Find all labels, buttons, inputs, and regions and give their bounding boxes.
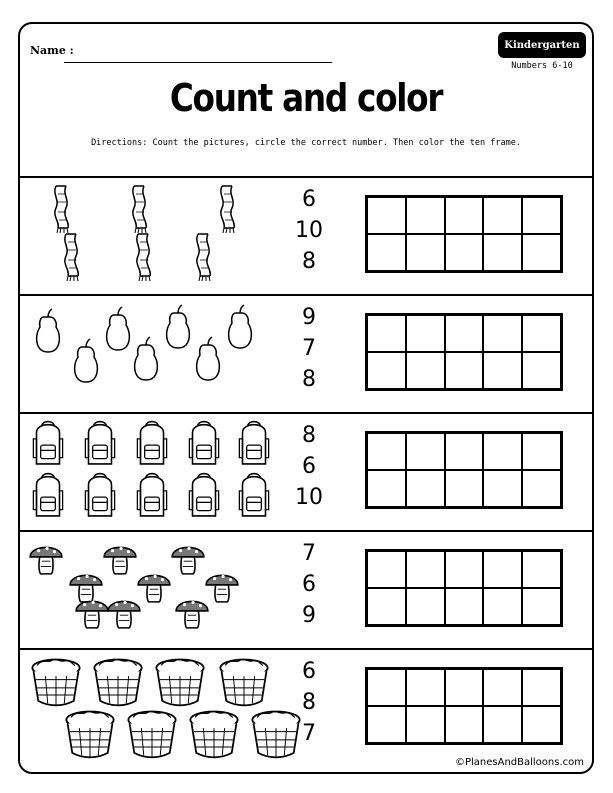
scarf-icon (126, 232, 160, 284)
pear-icon (32, 308, 64, 356)
number-choice[interactable]: 6 (302, 659, 316, 684)
ten-frame-cell[interactable] (406, 551, 445, 588)
topic-label: Numbers 6-10 (511, 61, 573, 71)
ten-frame-cell[interactable] (522, 470, 561, 507)
number-choice[interactable]: 6 (302, 187, 316, 212)
backpack-icon (184, 420, 224, 466)
ten-frame-cell[interactable] (522, 352, 561, 389)
picture-group (24, 416, 292, 528)
number-choice[interactable]: 8 (302, 423, 316, 448)
pear-icon (130, 336, 162, 384)
backpack-icon (132, 472, 172, 518)
ten-frame (365, 549, 563, 627)
mushroom-icon (106, 592, 142, 632)
scarf-icon (122, 184, 156, 236)
ten-frame-cell[interactable] (406, 588, 445, 625)
exercise-row (20, 414, 592, 531)
ten-frame-cell[interactable] (367, 315, 406, 352)
number-choice[interactable]: 7 (302, 721, 316, 746)
number-choices (290, 302, 328, 395)
grade-badge: Kindergarten (498, 32, 586, 58)
basket-icon (64, 708, 116, 760)
number-choice[interactable]: 9 (302, 305, 316, 330)
ten-frame-cell[interactable] (483, 551, 522, 588)
pear-icon (224, 304, 256, 352)
ten-frame-cell[interactable] (445, 551, 484, 588)
ten-frame-cell[interactable] (406, 669, 445, 706)
number-choices (290, 184, 328, 277)
ten-frame (365, 195, 563, 273)
ten-frame-cell[interactable] (522, 234, 561, 271)
basket-icon (126, 708, 178, 760)
backpack-icon (184, 472, 224, 518)
ten-frame-cell[interactable] (445, 706, 484, 743)
ten-frame-cell[interactable] (483, 706, 522, 743)
basket-icon (30, 656, 82, 708)
ten-frame-cell[interactable] (483, 234, 522, 271)
ten-frame (365, 431, 563, 509)
backpack-icon (28, 420, 68, 466)
pear-icon (192, 336, 224, 384)
pear-icon (70, 338, 102, 386)
number-choice[interactable]: 8 (302, 690, 316, 715)
exercise-row (20, 296, 592, 413)
ten-frame-cell[interactable] (367, 197, 406, 234)
picture-group (24, 298, 292, 410)
number-choice[interactable]: 9 (302, 603, 316, 628)
ten-frame-cell[interactable] (406, 706, 445, 743)
ten-frame-cell[interactable] (445, 197, 484, 234)
ten-frame-cell[interactable] (483, 470, 522, 507)
name-line[interactable] (64, 62, 332, 63)
picture-group (24, 180, 292, 292)
ten-frame-cell[interactable] (445, 669, 484, 706)
ten-frame-cell[interactable] (483, 433, 522, 470)
number-choice[interactable]: 7 (302, 541, 316, 566)
ten-frame-cell[interactable] (522, 315, 561, 352)
copyright-text: ©PlanesAndBalloons.com (454, 757, 584, 768)
basket-icon (188, 708, 240, 760)
backpack-icon (80, 472, 120, 518)
ten-frame-cell[interactable] (445, 352, 484, 389)
ten-frame-cell[interactable] (406, 433, 445, 470)
ten-frame-cell[interactable] (445, 588, 484, 625)
backpack-icon (80, 420, 120, 466)
number-choice[interactable]: 6 (302, 454, 316, 479)
number-choices (290, 538, 328, 631)
page-title: Count and color (169, 76, 443, 120)
number-choice[interactable]: 8 (302, 367, 316, 392)
ten-frame-cell[interactable] (483, 197, 522, 234)
directions-text: Directions: Count the pictures, circle the correct number. Then color the ten frame. (91, 138, 521, 148)
ten-frame-cell[interactable] (483, 352, 522, 389)
ten-frame-cell[interactable] (483, 588, 522, 625)
scarf-icon (210, 184, 244, 236)
ten-frame-cell[interactable] (406, 470, 445, 507)
backpack-icon (234, 420, 274, 466)
mushroom-icon (28, 538, 64, 578)
mushroom-icon (170, 538, 206, 578)
scarf-icon (54, 232, 88, 284)
ten-frame-cell[interactable] (367, 234, 406, 271)
ten-frame-cell[interactable] (406, 234, 445, 271)
basket-icon (154, 656, 206, 708)
ten-frame-cell[interactable] (406, 315, 445, 352)
mushroom-icon (74, 592, 110, 632)
scarf-icon (44, 184, 78, 236)
ten-frame-cell[interactable] (522, 588, 561, 625)
ten-frame-cell[interactable] (367, 551, 406, 588)
ten-frame-cell[interactable] (445, 470, 484, 507)
pear-icon (162, 304, 194, 352)
picture-group (24, 534, 292, 646)
number-choices (290, 420, 328, 513)
number-choice[interactable]: 7 (302, 336, 316, 361)
mushroom-icon (102, 538, 138, 578)
ten-frame-cell[interactable] (522, 197, 561, 234)
ten-frame-cell[interactable] (367, 669, 406, 706)
ten-frame-cell[interactable] (522, 433, 561, 470)
mushroom-icon (174, 592, 210, 632)
number-choice[interactable]: 10 (295, 485, 323, 510)
exercise-row (20, 650, 592, 767)
ten-frame-cell[interactable] (367, 352, 406, 389)
exercise-row (20, 532, 592, 649)
name-label: Name : (30, 44, 74, 57)
ten-frame-cell[interactable] (367, 470, 406, 507)
ten-frame (365, 667, 563, 745)
ten-frame-cell[interactable] (367, 433, 406, 470)
ten-frame-cell[interactable] (406, 352, 445, 389)
basket-icon (92, 656, 144, 708)
backpack-icon (28, 472, 68, 518)
ten-frame-cell[interactable] (367, 706, 406, 743)
number-choices (290, 656, 328, 749)
ten-frame-cell[interactable] (522, 669, 561, 706)
number-choice[interactable]: 10 (295, 218, 323, 243)
ten-frame-cell[interactable] (406, 197, 445, 234)
ten-frame-cell[interactable] (445, 433, 484, 470)
ten-frame-cell[interactable] (483, 315, 522, 352)
ten-frame-cell[interactable] (445, 234, 484, 271)
scarf-icon (186, 232, 220, 284)
exercise-row (20, 178, 592, 295)
ten-frame-cell[interactable] (367, 588, 406, 625)
ten-frame-cell[interactable] (522, 551, 561, 588)
ten-frame-cell[interactable] (483, 669, 522, 706)
number-choice[interactable]: 8 (302, 249, 316, 274)
picture-group (24, 652, 292, 764)
ten-frame-cell[interactable] (522, 706, 561, 743)
number-choice[interactable]: 6 (302, 572, 316, 597)
ten-frame (365, 313, 563, 391)
worksheet-frame (18, 22, 594, 774)
ten-frame-cell[interactable] (445, 315, 484, 352)
basket-icon (218, 656, 270, 708)
backpack-icon (234, 472, 274, 518)
backpack-icon (132, 420, 172, 466)
